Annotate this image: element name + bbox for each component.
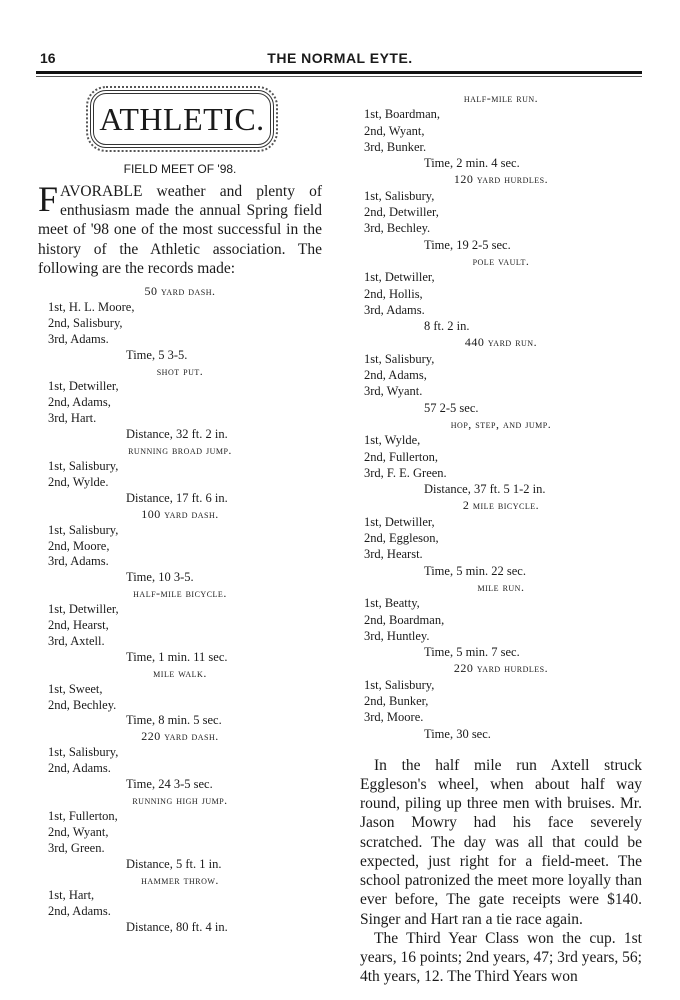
event-title: half-mile run. — [463, 91, 539, 105]
event-result: Distance, 37 ft. 5 1-2 in. — [424, 482, 546, 497]
closing-text — [360, 756, 642, 986]
placing: 2nd, Bunker, — [364, 693, 429, 708]
page-number: 16 — [40, 50, 56, 66]
event-title: mile run. — [477, 579, 525, 594]
event-record — [38, 873, 322, 937]
placing: 1st, Hart, — [48, 888, 95, 903]
event-result: Time, 10 3-5. — [126, 570, 194, 585]
placing: 1st, Detwiller, — [48, 379, 119, 394]
placing: 1st, H. L. Moore, — [48, 299, 135, 314]
placing: 2nd, Hollis, — [364, 286, 423, 301]
event-title: 50 yard dash. — [144, 284, 216, 299]
placing: 2nd, Adams. — [48, 761, 111, 776]
event-title: shot put. — [156, 363, 204, 378]
placing: 3rd, Adams. — [48, 554, 109, 569]
intro-text: AVORABLE weather and plenty of enthusiasm made the annual Spring field meet of '98 one of the most successful in the history of the Athletic association. The following are the records made: — [38, 183, 322, 277]
event-record — [38, 284, 322, 364]
event-result: 57 2-5 sec. — [424, 400, 479, 415]
event-result: Time, 2 min. 4 sec. — [424, 156, 520, 171]
event-record — [360, 579, 642, 660]
event-title: 120 yard hurdles. — [453, 172, 549, 187]
placing: 1st, Wylde, — [364, 433, 421, 448]
event-record — [360, 334, 642, 415]
placing: 1st, Fullerton, — [48, 808, 118, 823]
placing: 2nd, Salisbury, — [48, 315, 123, 330]
event-result: Time, 5 min. 22 sec. — [424, 563, 526, 578]
placing: 1st, Salisbury, — [364, 677, 435, 692]
event-result: Time, 1 min. 11 sec. — [126, 649, 228, 664]
right-column — [360, 84, 642, 986]
event-result: Time, 5 min. 7 sec. — [424, 645, 520, 660]
placing: 2nd, Wylde. — [48, 474, 109, 489]
event-title: running broad jump. — [128, 443, 232, 458]
placing: 3rd, Moore. — [364, 710, 424, 725]
placing: 2nd, Adams. — [48, 904, 111, 919]
event-result: Distance, 80 ft. 4 in. — [126, 920, 228, 935]
placing: 3rd, Bunker. — [364, 139, 427, 154]
header-rule — [36, 71, 642, 74]
placing: 2nd, Eggleson, — [364, 531, 439, 546]
event-record — [360, 90, 642, 171]
placing: 3rd, Axtell. — [48, 633, 105, 648]
placing: 1st, Salisbury, — [48, 458, 119, 473]
event-record — [38, 364, 322, 444]
event-title: 440 yard run. — [464, 335, 538, 350]
event-title: 100 yard dash. — [141, 506, 219, 521]
event-result: 8 ft. 2 in. — [424, 319, 470, 334]
event-title: 220 yard dash. — [141, 729, 219, 744]
placing: 2nd, Detwiller, — [364, 205, 439, 220]
event-title: hammer throw. — [141, 872, 219, 887]
placing: 3rd, Adams. — [48, 331, 109, 346]
event-record — [360, 497, 642, 578]
placing: 3rd, Wyant. — [364, 384, 423, 399]
placing: 3rd, Hearst. — [364, 547, 423, 562]
athletic-banner: ATHLETIC. — [90, 90, 274, 148]
placing: 3rd, Bechley. — [364, 221, 431, 236]
intro-paragraph — [38, 179, 322, 278]
placing: 3rd, Green. — [48, 840, 105, 855]
placing: 1st, Boardman, — [364, 107, 441, 122]
event-record — [360, 253, 642, 334]
event-title: pole vault. — [472, 253, 530, 268]
running-header: THE NORMAL EYTE. — [267, 50, 413, 66]
event-record — [38, 586, 322, 666]
placing: 1st, Salisbury, — [48, 522, 119, 537]
placing: 1st, Beatty, — [364, 596, 420, 611]
event-record — [38, 729, 322, 793]
placing: 1st, Salisbury, — [364, 351, 435, 366]
event-result: Time, 8 min. 5 sec. — [126, 713, 222, 728]
event-result: Time, 24 3-5 sec. — [126, 777, 213, 792]
placing: 3rd, F. E. Green. — [364, 465, 447, 480]
placing: 3rd, Hart. — [48, 411, 97, 426]
event-title: 2 mile bicycle. — [462, 498, 540, 513]
placing: 3rd, Huntley. — [364, 628, 430, 643]
placing: 3rd, Adams. — [364, 302, 425, 317]
event-result: Time, 30 sec. — [424, 726, 491, 741]
event-record — [38, 666, 322, 730]
placing: 1st, Detwiller, — [48, 602, 119, 617]
placing: 2nd, Wyant, — [364, 123, 425, 138]
event-title: running high jump. — [132, 793, 228, 808]
placing: 2nd, Boardman, — [364, 612, 445, 627]
header-rule-thin — [36, 76, 642, 77]
right-event-list — [360, 90, 642, 742]
left-event-list — [38, 284, 322, 936]
event-result: Time, 19 2-5 sec. — [424, 237, 511, 252]
event-record — [38, 793, 322, 873]
event-result: Distance, 5 ft. 1 in. — [126, 856, 222, 871]
closing-paragraph: The Third Year Class won the cup. 1st years, 16 points; 2nd years, 47; 3rd years, 56; 4th years, 12. The Third Years won — [360, 929, 642, 986]
placing: 2nd, Wyant, — [48, 824, 109, 839]
event-record — [360, 660, 642, 741]
placing: 2nd, Adams, — [48, 395, 111, 410]
event-title: half-mile bicycle. — [133, 586, 227, 601]
placing: 1st, Detwiller, — [364, 514, 435, 529]
drop-cap: F — [38, 179, 59, 219]
event-record — [360, 171, 642, 252]
left-column — [38, 84, 322, 936]
placing: 2nd, Adams, — [364, 368, 427, 383]
event-result: Distance, 17 ft. 6 in. — [126, 490, 228, 505]
placing: 1st, Salisbury, — [48, 745, 119, 760]
placing: 2nd, Hearst, — [48, 618, 109, 633]
event-result: Distance, 32 ft. 2 in. — [126, 427, 228, 442]
placing: 1st, Salisbury, — [364, 188, 435, 203]
event-title: 220 yard hurdles. — [453, 661, 549, 676]
event-record — [38, 507, 322, 587]
placing: 1st, Sweet, — [48, 681, 103, 696]
event-record — [38, 443, 322, 507]
event-record — [360, 416, 642, 497]
event-title: mile walk. — [153, 665, 207, 680]
placing: 2nd, Bechley. — [48, 697, 117, 712]
closing-paragraph: In the half mile run Axtell struck Eggleson's wheel, when about half way round, piling up three men with bruises. Mr. Jason Mowry had his face severely scratched. The day was all that could be expected, just right for a field-meet. The school patronized the meet more loyally than ever before, The gate receipts were $140. Singer and Hart ran a tie race again. — [360, 756, 642, 928]
placing: 1st, Detwiller, — [364, 270, 435, 285]
event-result: Time, 5 3-5. — [126, 347, 188, 362]
placing: 2nd, Fullerton, — [364, 449, 438, 464]
placing: 2nd, Moore, — [48, 538, 110, 553]
event-title: hop, step, and jump. — [450, 416, 552, 431]
section-subheading: FIELD MEET OF '98. — [123, 162, 237, 176]
